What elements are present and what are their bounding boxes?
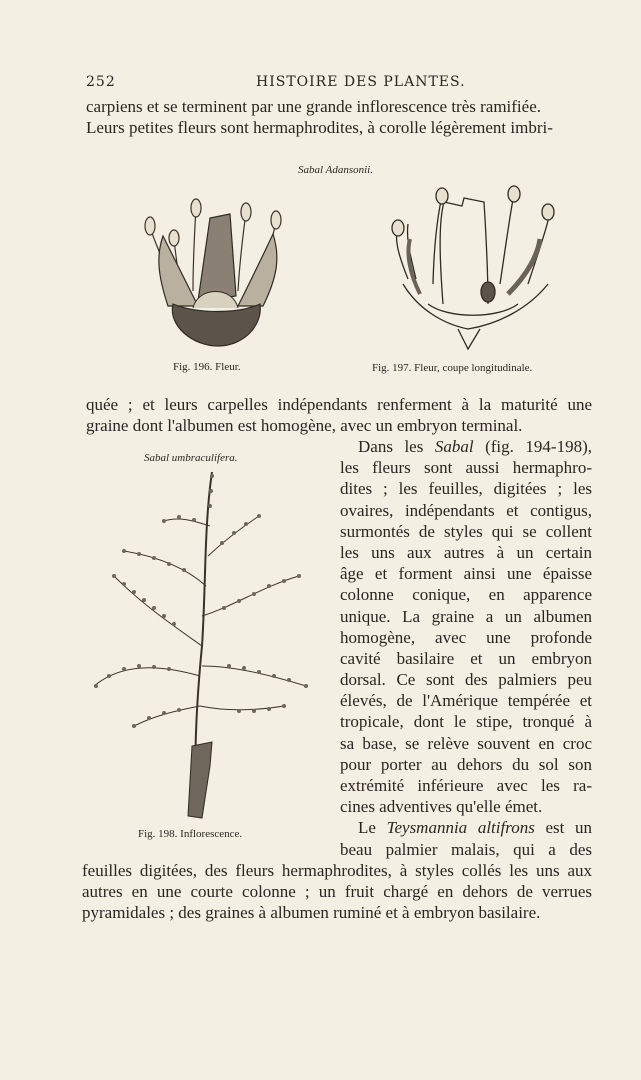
text-line: tropicale, dont le stipe, tronqué à xyxy=(340,712,592,732)
text-line: quée ; et leurs carpelles indépendants renferment à la maturité une xyxy=(86,395,592,414)
teysmannia-paragraph-continued xyxy=(82,860,592,923)
text-line: dites ; les feuilles, digitées ; les xyxy=(340,479,592,499)
figure-197-section-illustration xyxy=(388,184,558,354)
page-number: 252 xyxy=(86,74,116,90)
text-line: sa base, se relève souvent en croc xyxy=(340,733,592,753)
text-line: élevés, de l'Amérique tempérée et xyxy=(340,691,592,711)
text-line: cines adventives qu'elle émet. xyxy=(340,797,543,817)
text-line: dorsal. Ce sont des palmiers peu xyxy=(340,670,592,690)
text-line: carpiens et se terminent par une grande inflorescence très ramifiée. xyxy=(86,97,541,116)
running-title: HISTOIRE DES PLANTES. xyxy=(256,74,466,90)
text-line: beau palmier malais, qui a des xyxy=(340,839,592,859)
figure-group-title: Sabal Adansonii. xyxy=(298,164,373,176)
figure-196-flower-illustration xyxy=(138,196,288,356)
figure-198-title: Sabal umbraculifera. xyxy=(144,452,238,464)
text-line: les fleurs sont aussi hermaphro- xyxy=(340,458,592,478)
text-line: ovaires, indépendants et contigus, xyxy=(340,500,592,520)
text-line: Dans les Sabal (fig. 194-198), xyxy=(358,437,592,456)
top-paragraph xyxy=(86,96,592,138)
text-line: Le Teysmannia altifrons est un xyxy=(358,818,593,838)
text-line: Leurs petites fleurs sont hermaphrodites, à corolle légèrement imbri- xyxy=(86,118,553,137)
text-line: pyramidales ; des graines à albumen ruminé et à embryon basilaire. xyxy=(82,903,541,922)
text-line: graine dont l'albumen est homogène, avec un embryon terminal. xyxy=(86,416,523,435)
sabal-paragraph xyxy=(340,436,592,860)
figure-196-caption: Fig. 196. Fleur. xyxy=(173,361,241,373)
text-line: surmontés de styles qui se collent xyxy=(340,521,592,541)
mid-paragraph xyxy=(86,394,592,436)
text-line: colonne conique, en apparence xyxy=(340,585,592,605)
text-line: pour porter au dehors du sol son xyxy=(340,754,592,774)
figure-197-caption: Fig. 197. Fleur, coupe longitudinale. xyxy=(372,362,533,374)
text-line: feuilles digitées, des fleurs hermaphrodites, à styles collés les uns aux xyxy=(82,861,592,880)
text-line: autres en une courte colonne ; un fruit chargé en dehors de verrues xyxy=(82,882,592,901)
text-line: âge et forment ainsi une épaisse xyxy=(340,564,592,584)
page-header xyxy=(86,74,592,94)
text-line: cavité basilaire et un embryon xyxy=(340,648,592,668)
figure-198-inflorescence-illustration xyxy=(84,466,314,826)
text-line: homogène, avec une profonde xyxy=(340,627,592,647)
text-line: extrémité inférieure avec les ra- xyxy=(340,776,592,795)
figure-198-caption: Fig. 198. Inflorescence. xyxy=(138,828,243,840)
text-line: unique. La graine a un albumen xyxy=(340,606,592,626)
text-line: les uns aux autres à un certain xyxy=(340,542,592,562)
